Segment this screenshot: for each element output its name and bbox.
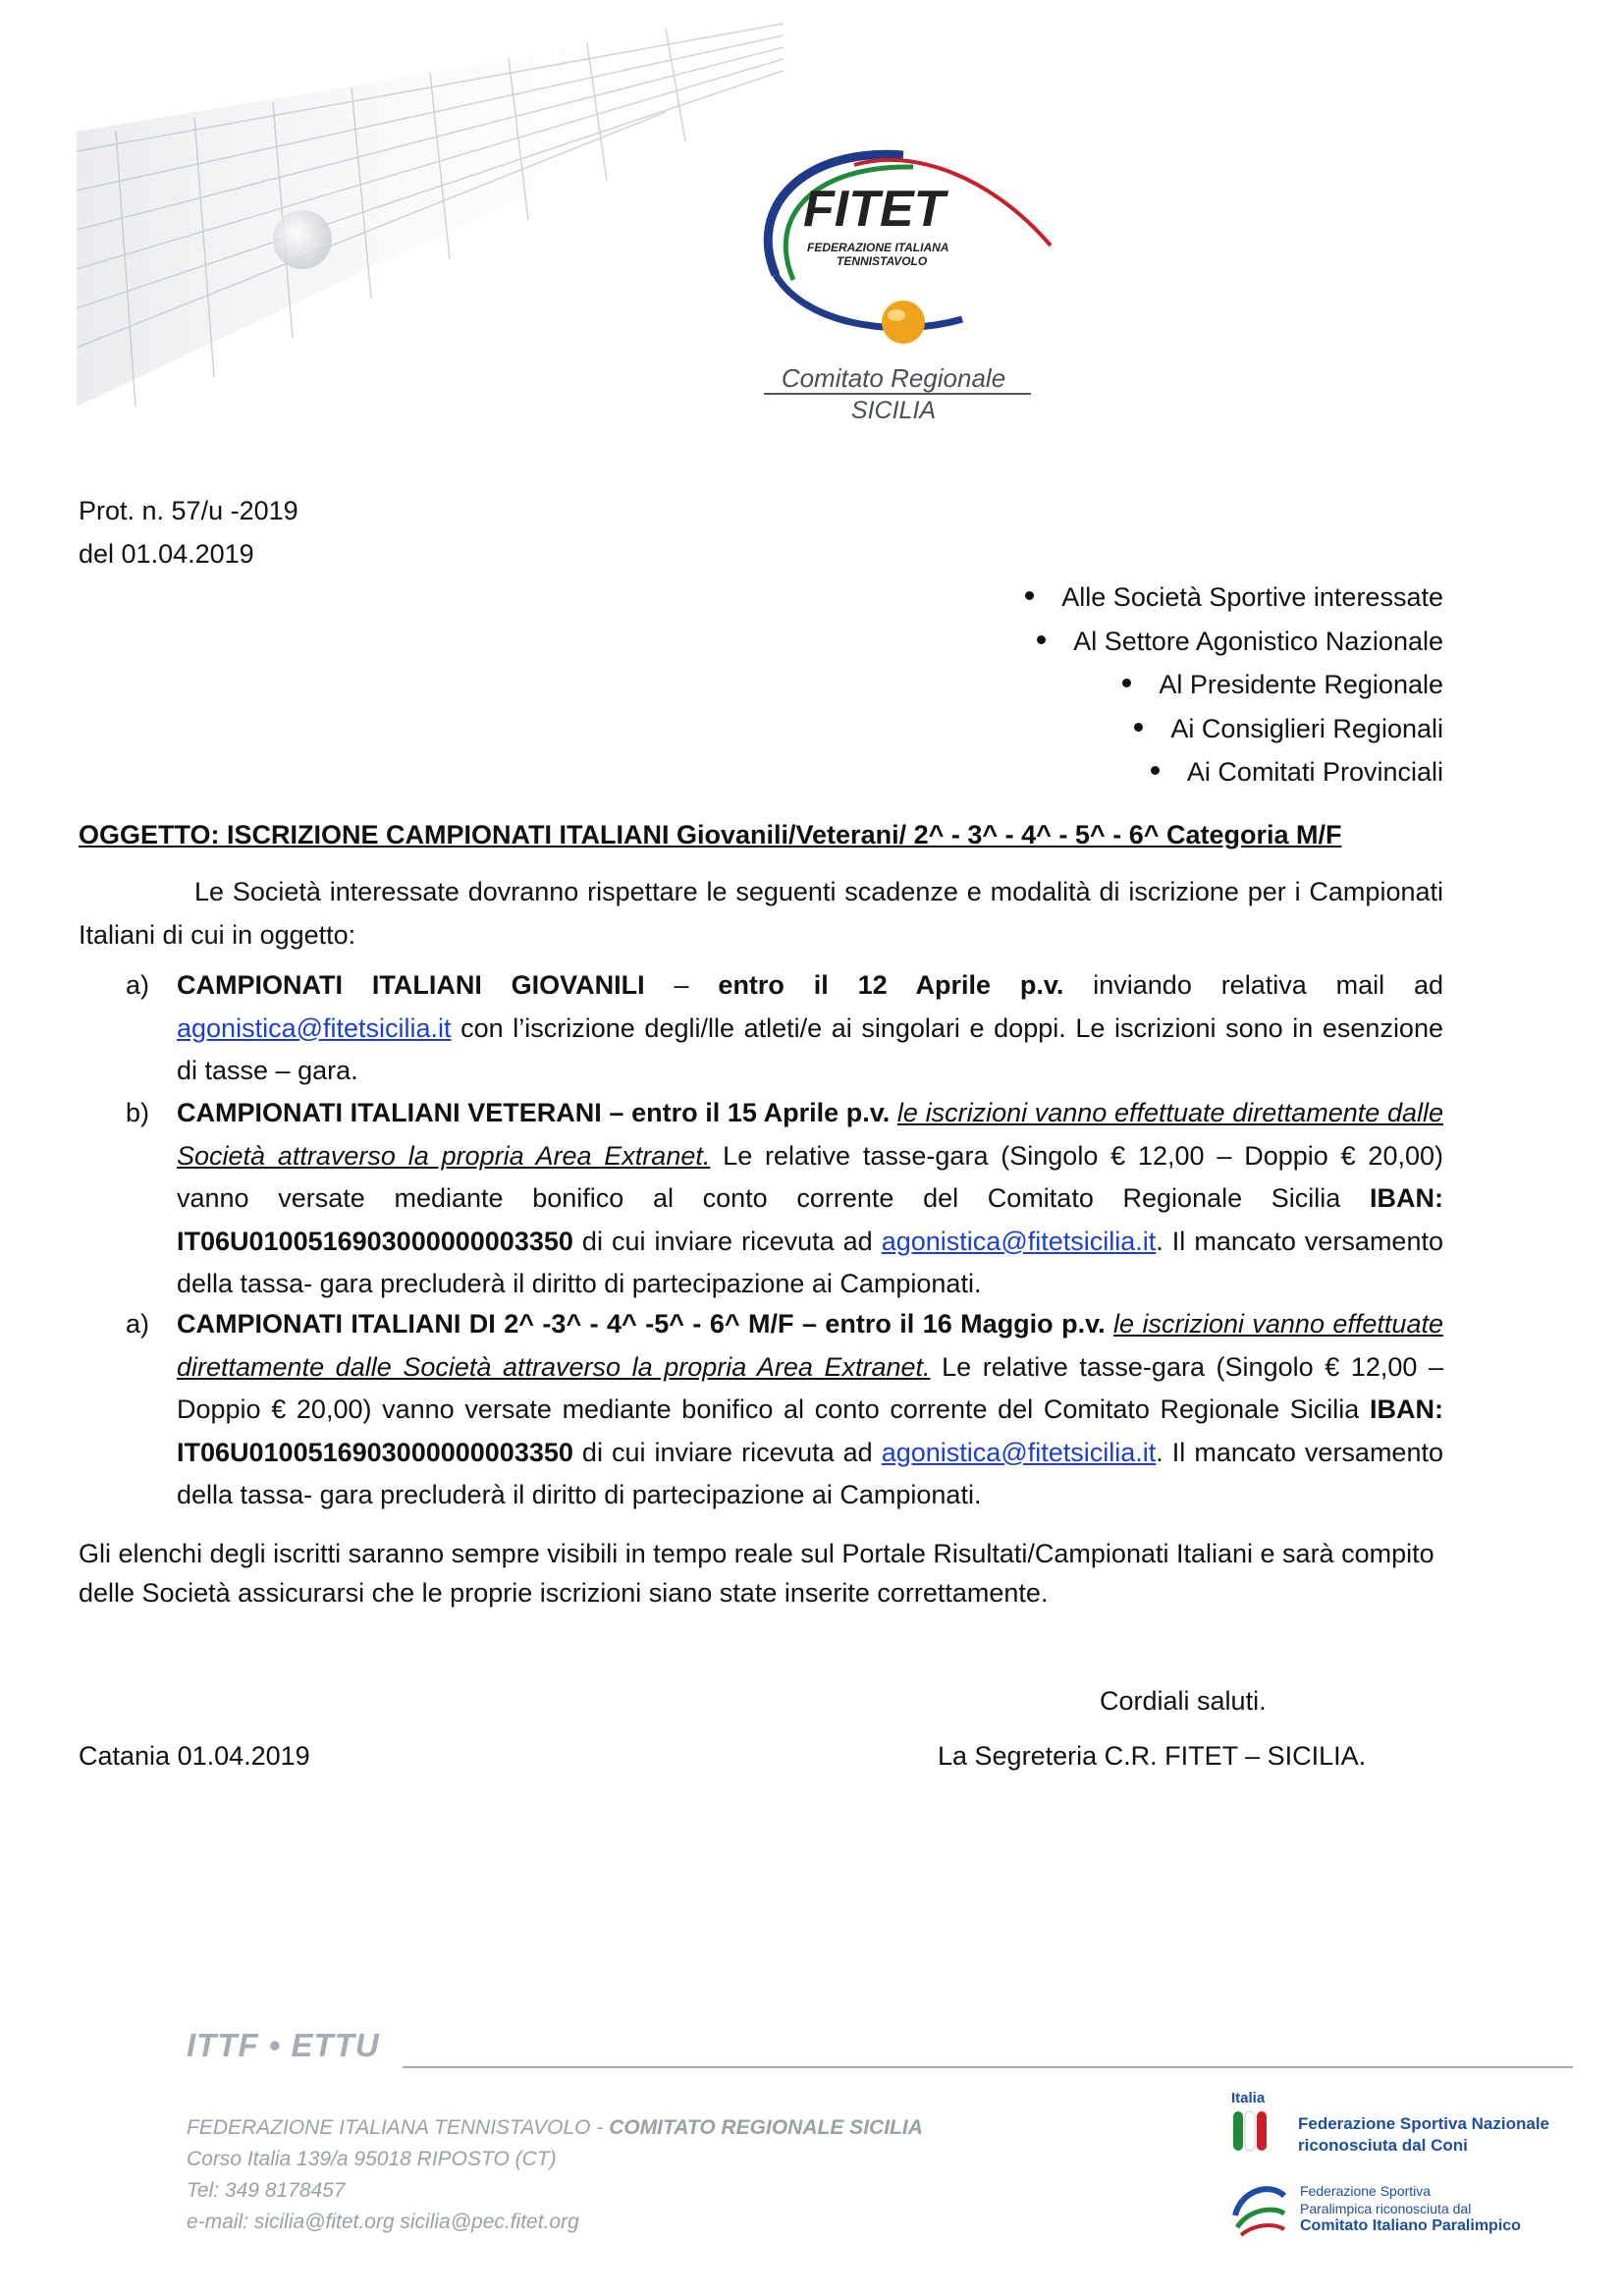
- ittf-ettu-brand: ITTF • ETTU: [187, 2027, 380, 2063]
- email-link[interactable]: agonistica@fitetsicilia.it: [881, 1226, 1157, 1256]
- footer-divider: [403, 2066, 1573, 2068]
- footer-federation: FEDERAZIONE ITALIANA TENNISTAVOLO - COMITATO REGIONALE SICILIA: [187, 2116, 923, 2139]
- coni-logo-icon: [1229, 2090, 1288, 2159]
- greeting: Cordiali saluti.: [1100, 1686, 1267, 1716]
- bullet-icon: [1151, 766, 1160, 775]
- cip-logo-icon: [1227, 2176, 1292, 2241]
- recipients-list: [687, 575, 1443, 794]
- footer-phone: Tel: 349 8178457: [187, 2179, 346, 2202]
- regional-divider: [764, 393, 1031, 395]
- recipient-item: Alle Società Sportive interessate: [687, 575, 1443, 620]
- subject-line: OGGETTO: ISCRIZIONE CAMPIONATI ITALIANI Giovanili/Veterani/ 2^ - 3^ - 4^ - 5^ - 6^ Categoria M/F: [79, 820, 1342, 849]
- closing-paragraph: Gli elenchi degli iscritti saranno sempre visibili in tempo reale sul Portale Risultati/Campionati Italiani e sarà compito delle Società assicurarsi che le proprie iscrizioni siano state inserite correttamente.: [79, 1539, 1434, 1608]
- cip-recognition: Federazione Sportiva Paralimpica riconosciuta dal Comitato Italiano Paralimpico: [1300, 2183, 1521, 2234]
- bullet-icon: [1025, 591, 1034, 600]
- list-item-categorie: a) CAMPIONATI ITALIANI DI 2^ -3^ - 4^ -5^ - 6^ M/F – entro il 16 Maggio p.v. le iscrizioni vanno effettuate direttamente dalle Società attraverso la propria Area Extranet. Le relative tasse-gara (Singolo € 12,00 – Doppio € 20,00) vanno versate mediante bonifico al conto corrente del Comitato Regionale Sicilia IBAN: IT06U0100516903000000003350 di cui inviare ricevuta ad agonistica@fitetsicilia.it. Il mancato versamento della tassa- gara precluderà il diritto di partecipazione ai Campionati.: [79, 1303, 1443, 1517]
- item-letter: a): [126, 970, 150, 1000]
- protocol-number: Prot. n. 57/u -2019: [79, 496, 298, 525]
- coni-italia-label: Italia: [1231, 2090, 1266, 2106]
- comitato-regionale-label: Comitato Regionale: [781, 363, 1006, 393]
- footer-address: Corso Italia 139/a 95018 RIPOSTO (CT): [187, 2148, 557, 2170]
- item-title: CAMPIONATI ITALIANI GIOVANILI: [177, 970, 645, 1000]
- bullet-icon: [1037, 635, 1046, 644]
- logo-subtitle-2: TENNISTAVOLO: [837, 254, 928, 268]
- footer-email: e-mail: sicilia@fitet.org sicilia@pec.fitet.org: [187, 2211, 579, 2233]
- bullet-icon: [1134, 723, 1143, 732]
- recipient-item: Al Presidente Regionale: [687, 663, 1443, 707]
- recipient-item: Al Settore Agonistico Nazionale: [687, 620, 1443, 664]
- coni-recognition: Federazione Sportiva Nazionale riconosciuta dal Coni: [1298, 2114, 1550, 2155]
- iban: IBAN: IT06U0100516903000000003350: [177, 1394, 1443, 1467]
- email-link[interactable]: agonistica@fitetsicilia.it: [881, 1437, 1157, 1467]
- bullet-icon: [1122, 679, 1131, 687]
- recipient-item: Ai Comitati Provinciali: [687, 750, 1443, 794]
- protocol-date: del 01.04.2019: [79, 539, 254, 569]
- recipient-item: Ai Consiglieri Regionali: [687, 707, 1443, 751]
- item-letter: a): [126, 1309, 150, 1339]
- place-date: Catania 01.04.2019: [79, 1741, 310, 1771]
- item-deadline: entro il 12 Aprile p.v.: [718, 970, 1064, 1000]
- email-link[interactable]: agonistica@fitetsicilia.it: [177, 1012, 452, 1043]
- signature: La Segreteria C.R. FITET – SICILIA.: [938, 1741, 1367, 1771]
- logo-subtitle-1: FEDERAZIONE ITALIANA: [807, 241, 949, 254]
- item-title: CAMPIONATI ITALIANI VETERANI – entro il 15 Aprile p.v.: [177, 1098, 891, 1127]
- fitet-logo: [746, 118, 1070, 354]
- item-letter: b): [126, 1098, 150, 1127]
- logo-wordmark: FITET: [803, 181, 946, 238]
- table-net-background: [77, 14, 784, 407]
- list-item-veterani: b) CAMPIONATI ITALIANI VETERANI – entro il 15 Aprile p.v. le iscrizioni vanno effettuate direttamente dalle Società attraverso la propria Area Extranet. Le relative tasse-gara (Singolo € 12,00 – Doppio € 20,00) vanno versate mediante bonifico al conto corrente del Comitato Regionale Sicilia IBAN: IT06U0100516903000000003350 di cui inviare ricevuta ad agonistica@fitetsicilia.it. Il mancato versamento della tassa- gara precluderà il diritto di partecipazione ai Campionati.: [79, 1092, 1443, 1306]
- item-title: CAMPIONATI ITALIANI DI 2^ -3^ - 4^ -5^ - 6^ M/F – entro il 16 Maggio p.v.: [177, 1309, 1106, 1339]
- region-label: SICILIA: [850, 397, 937, 424]
- intro-paragraph: Le Società interessate dovranno rispettare le seguenti scadenze e modalità di iscrizione per i Campionati Italiani di cui in oggetto:: [79, 877, 1443, 950]
- iban: IBAN: IT06U0100516903000000003350: [177, 1183, 1443, 1256]
- item-instructions: le iscrizioni vanno effettuate direttamente dalle Società attraverso la propria Area Extranet.: [177, 1309, 1443, 1382]
- item-instructions: le iscrizioni vanno effettuate direttamente dalle Società attraverso la propria Area Extranet.: [177, 1098, 1443, 1171]
- list-item-giovanili: a) CAMPIONATI ITALIANI GIOVANILI – entro il 12 Aprile p.v. inviando relativa mail ad agonistica@fitetsicilia.it con l’iscrizione degli/lle atleti/e ai singolari e doppi. Le iscrizioni sono in esenzione di tasse – gara.: [79, 964, 1443, 1093]
